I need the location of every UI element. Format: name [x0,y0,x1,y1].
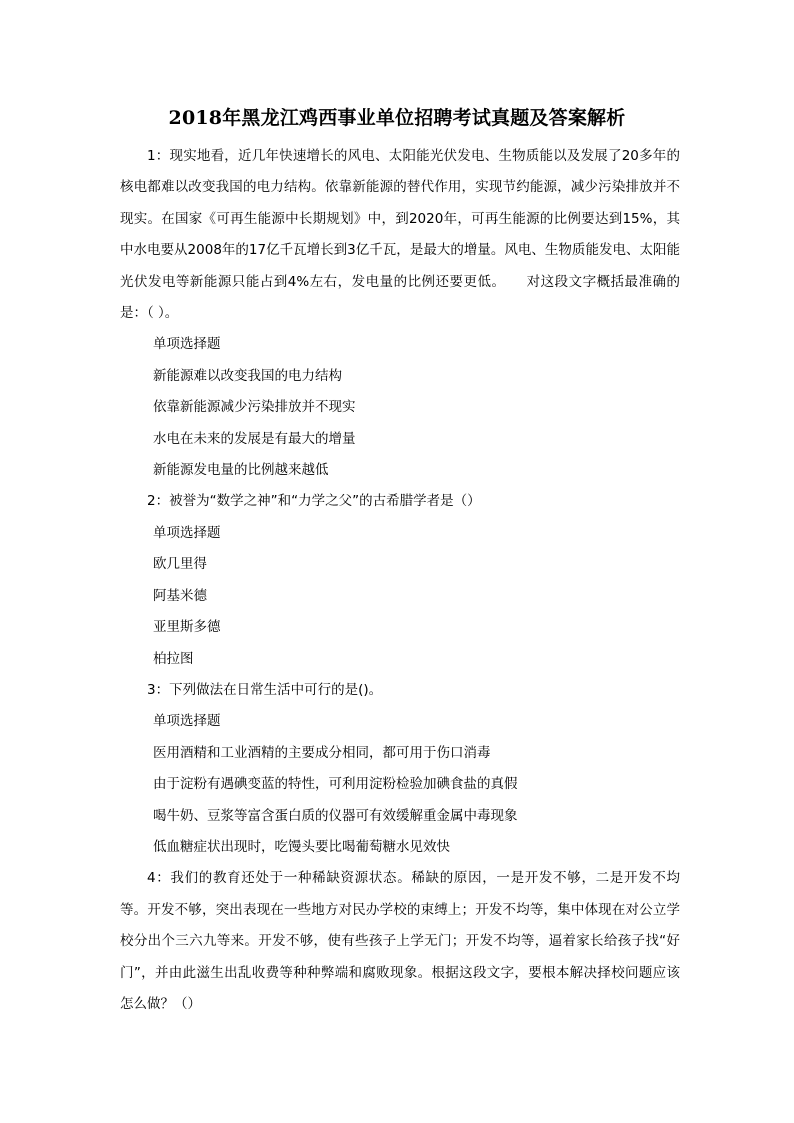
question-1-option-a: 新能源难以改变我国的电力结构 [153,367,342,384]
question-3-option-a: 医用酒精和工业酒精的主要成分相同，都可用于伤口消毒 [153,744,491,761]
question-2-option-d: 柏拉图 [153,650,194,667]
question-1-option-c: 水电在未来的发展是有最大的增量 [153,430,356,447]
question-4-stem: 4：我们的教育还处于一种稀缺资源状态。稀缺的原因，一是开发不够，二是开发不均等。开发不够，突出表现在一些地方对民办学校的束缚上；开发不均等，集中体现在对公立学校分出个三六九等来。开发不够，使有些孩子上学无门；开发不均等，逼着家长给孩子找“好门”，并由此滋生出乱收费等种种弊端和腐败现象。根据这段文字，要根本解决择校问题应该怎么做？（） [120,870,680,1012]
question-2-option-b: 阿基米德 [153,587,207,604]
question-3-stem: 3：下列做法在日常生活中可行的是()。 [147,681,383,698]
question-2-option-a: 欧几里得 [153,556,207,573]
question-3-option-b: 由于淀粉有遇碘变蓝的特性，可利用淀粉检验加碘食盐的真假 [153,776,518,793]
question-1-option-d: 新能源发电量的比例越来越低 [153,462,329,479]
question-1-option-b: 依靠新能源减少污染排放并不现实 [153,399,356,416]
question-3-type: 单项选择题 [153,713,221,730]
question-1-stem: 1：现实地看，近几年快速增长的风电、太阳能光伏发电、生物质能以及发展了20多年的核电都难以改变我国的电力结构。依靠新能源的替代作用，实现节约能源，减少污染排放并不现实。在国家《可再生能源中长期规划》中，到2020年，可再生能源的比例要达到15%，其中水电要从2008年的17亿千瓦增长到3亿千瓦，是最大的增量。风电、生物质能发电、太阳能光伏发电等新能源只能占到4%左右，发电量的比例还要更低。 对这段文字概括最准确的是：（ ）。 [120,148,680,322]
document-body [120,141,680,1020]
question-3-option-c: 喝牛奶、豆浆等富含蛋白质的仪器可有效缓解重金属中毒现象 [153,807,518,824]
question-1-type: 单项选择题 [153,336,221,353]
question-2-option-c: 亚里斯多德 [153,619,221,636]
question-3-option-d: 低血糖症状出现时，吃馒头要比喝葡萄糖水见效快 [153,838,450,855]
question-2-type: 单项选择题 [153,524,221,541]
document-title: 2018年黑龙江鸡西事业单位招聘考试真题及答案解析 [168,107,626,129]
question-2-stem: 2：被誉为“数学之神”和“力学之父”的古希腊学者是（） [147,493,481,510]
